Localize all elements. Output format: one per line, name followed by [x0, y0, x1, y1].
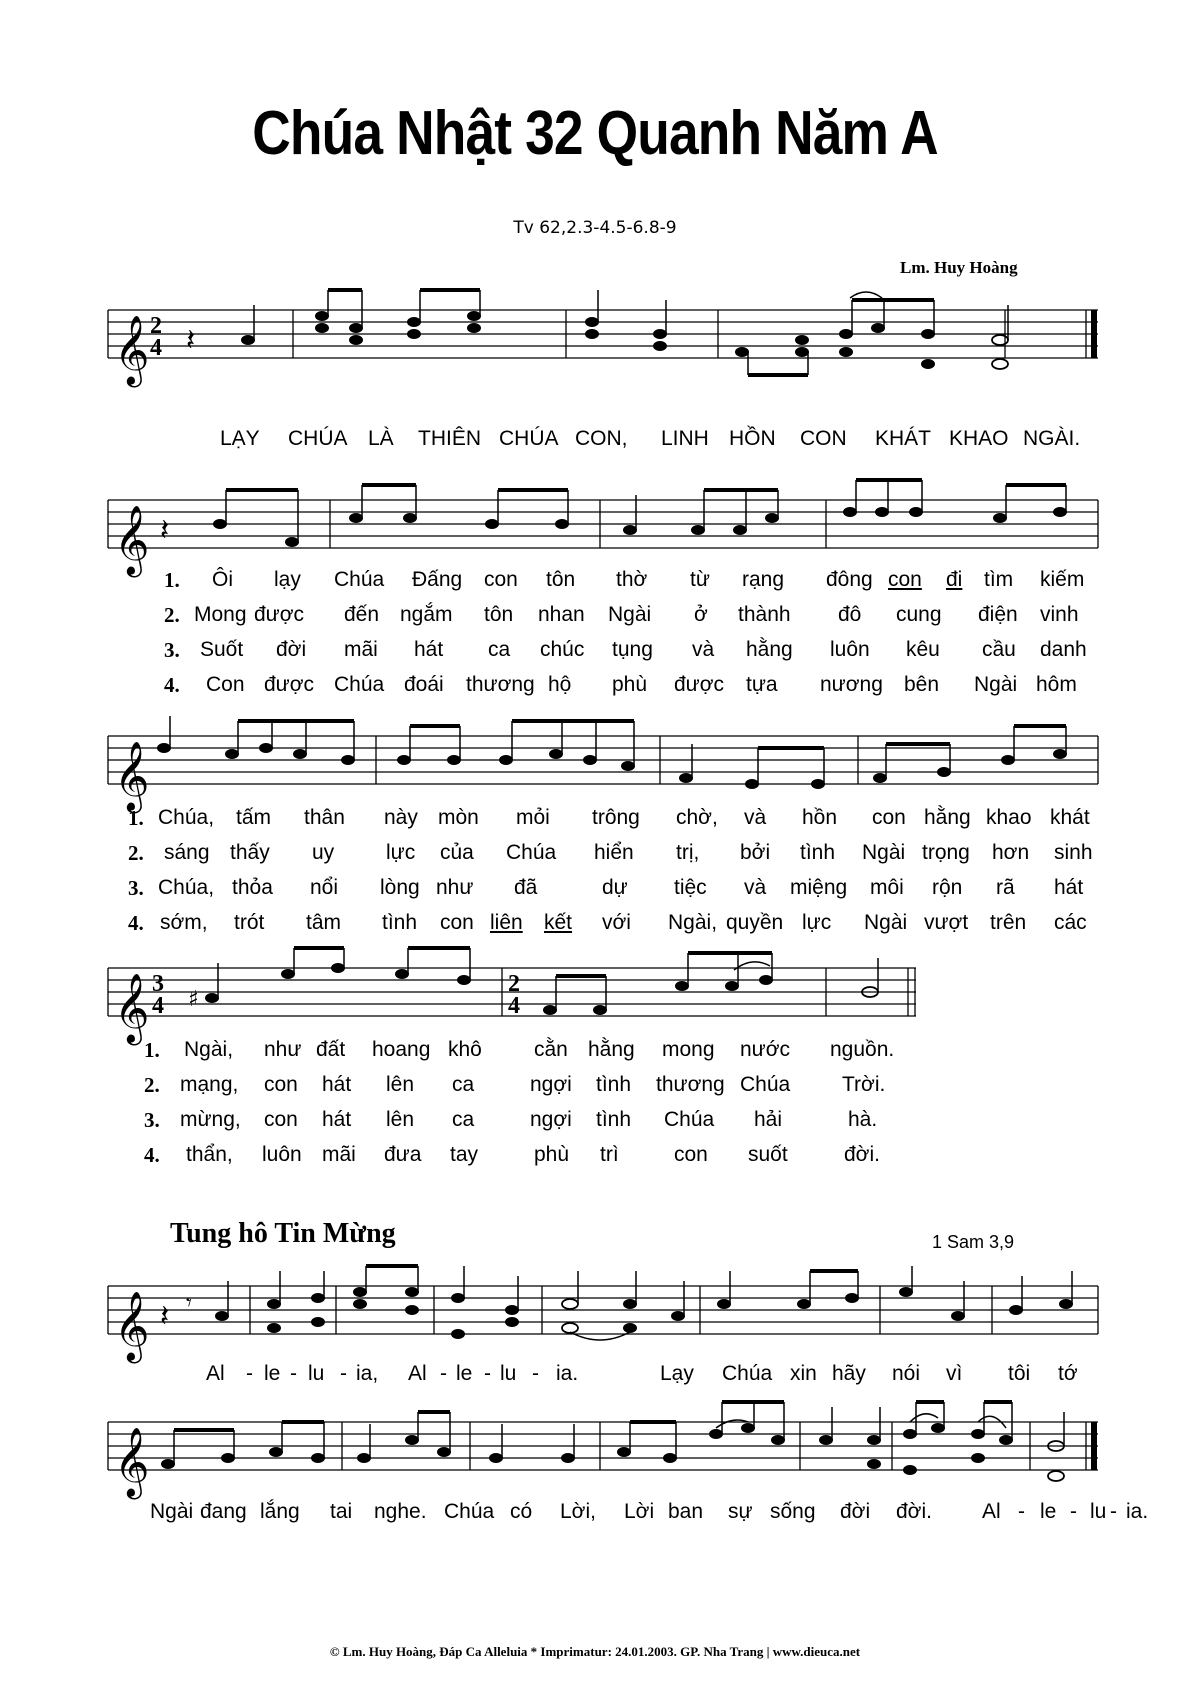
time-signature-3-4: 3 4	[152, 971, 164, 1019]
treble-clef-icon: 𝄞	[114, 315, 150, 385]
svg-text:𝄽: 𝄽	[160, 1299, 170, 1334]
staff-verse-2	[0, 716, 1190, 816]
alleluia-title: Tung hô Tin Mừng	[170, 1218, 396, 1249]
svg-text:𝄾: 𝄾	[186, 1291, 192, 1316]
staff-refrain	[0, 290, 1190, 410]
svg-text:𝄞: 𝄞	[114, 973, 150, 1043]
sharp-icon: ♯	[188, 987, 199, 1012]
svg-text:𝄞: 𝄞	[114, 741, 150, 811]
svg-text:𝄽: 𝄽	[186, 323, 196, 358]
svg-text:𝄞: 𝄞	[114, 1427, 150, 1497]
footer-copyright: © Lm. Huy Hoàng, Đáp Ca Alleluia * Imprimatur: 24.01.2003. GP. Nha Trang | www.dieuca.net	[329, 1644, 861, 1659]
page-title: Chúa Nhật 32 Quanh Năm A	[252, 99, 938, 168]
staff-verse-3	[0, 948, 1190, 1048]
staff-verse-1	[0, 480, 1190, 580]
composer: Lm. Huy Hoàng	[900, 258, 1018, 277]
staff-alleluia-2	[0, 1402, 1190, 1502]
svg-text:𝄞: 𝄞	[114, 1291, 150, 1361]
svg-text:𝄞: 𝄞	[114, 505, 150, 575]
time-signature-2-4: 2 4	[508, 971, 520, 1019]
alleluia-reference: 1 Sam 3,9	[932, 1232, 1015, 1252]
svg-text:𝄽: 𝄽	[160, 513, 170, 548]
time-signature-top: 2 4	[150, 313, 162, 361]
staff-alleluia-1	[0, 1266, 1190, 1366]
psalm-reference: Tv 62,2.3-4.5-6.8-9	[513, 218, 677, 238]
